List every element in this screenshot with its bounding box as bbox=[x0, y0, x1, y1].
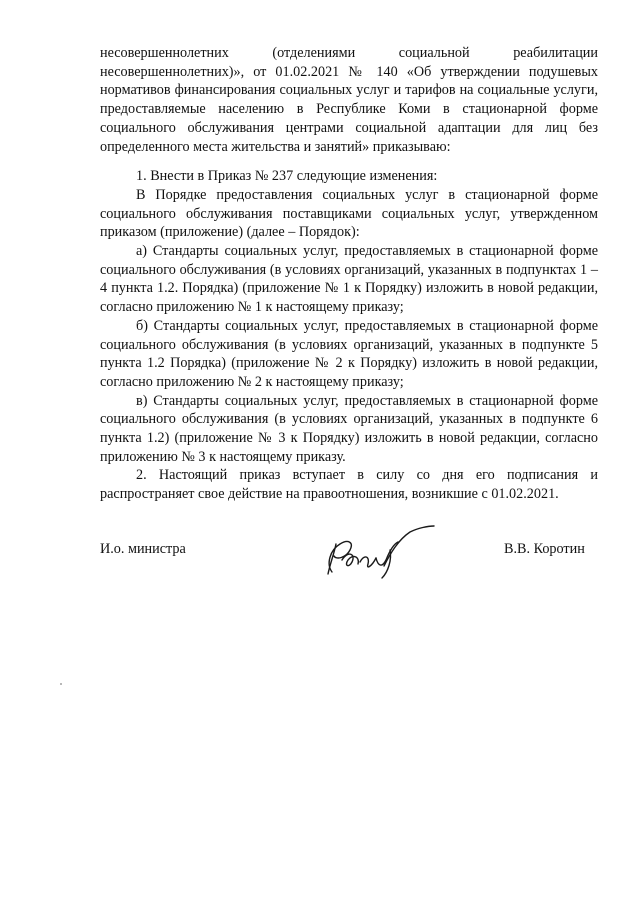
order-intro-paragraph: В Порядке предоставления социальных услуг в стационарной форме социального обслуживания поставщиками социальных услуг, утвержденном приказом (приложение) (далее – Порядок): bbox=[100, 186, 598, 241]
scan-speck bbox=[60, 683, 62, 685]
handwritten-signature bbox=[318, 520, 436, 582]
item-b-paragraph: б) Стандарты социальных услуг, предоставляемых в стационарной форме социального обслуживания (в условиях организаций, указанных в подпункте 5 пункта 1.2 Порядка) (приложение № 2 к Порядку) изложить в новой редакции, согласно приложению № 2 к настоящему приказу; bbox=[100, 317, 598, 390]
document-body bbox=[100, 44, 598, 504]
signatory-name: В.В. Коротин bbox=[504, 541, 585, 557]
point-2-paragraph: 2. Настоящий приказ вступает в силу со дня его подписания и распространяет свое действие на правоотношения, возникшие с 01.02.2021. bbox=[100, 467, 598, 503]
point-1-paragraph: 1. Внести в Приказ № 237 следующие изменения: bbox=[136, 168, 438, 185]
signatory-role: И.о. министра bbox=[100, 541, 186, 557]
item-c-paragraph: в) Стандарты социальных услуг, предоставляемых в стационарной форме социального обслуживания (в условиях организаций, указанных в подпункте 6 пункта 1.2) (приложение № 3 к Порядку) изложить в новой редакции, согласно приложению № 3 к настоящему приказу. bbox=[100, 392, 598, 465]
intro-paragraph: несовершеннолетних (отделениями социальной реабилитации несовершеннолетних)», от 01.02.2021 № 140 «Об утверждении подушевых нормативов финансирования социальных услуг и тарифов на социальные услуги, предоставляемые населению в Республике Коми в стационарной форме социального обслуживания центрами социальной адаптации для лиц без определенного места жительства и занятий» приказываю: bbox=[100, 45, 598, 155]
item-a-paragraph: а) Стандарты социальных услуг, предоставляемых в стационарной форме социального обслуживания (в условиях организаций, указанных в подпунктах 1 – 4 пункта 1.2. Порядка) (приложение № 1 к Порядку) изложить в новой редакции, согласно приложению № 1 к настоящему приказу; bbox=[100, 243, 598, 316]
